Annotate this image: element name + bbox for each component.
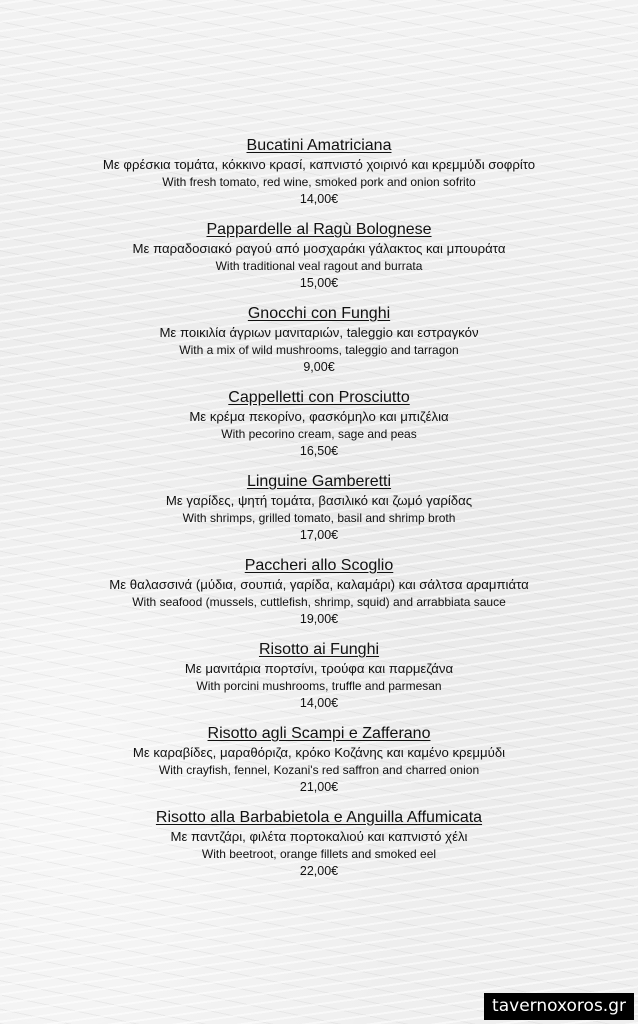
dish-description-english: With a mix of wild mushrooms, taleggio and tarragon [179,343,459,357]
menu-item [0,806,638,890]
menu-item [0,722,638,806]
dish-description-greek: Με καραβίδες, μαραθόριζα, κρόκο Κοζάνης και καμένο κρεμμύδι [132,745,506,760]
dish-description-english: With shrimps, grilled tomato, basil and shrimp broth [182,511,456,525]
dish-name: Risotto agli Scampi e Zafferano [207,725,431,742]
menu-item [0,218,638,302]
menu-item [0,470,638,554]
dish-price: 14,00€ [299,696,339,710]
dish-price: 16,50€ [299,444,339,458]
dish-name: Cappelletti con Prosciutto [228,389,410,406]
dish-name: Bucatini Amatriciana [246,137,392,154]
dish-description-english: With traditional veal ragout and burrata [215,259,423,273]
dish-price: 14,00€ [299,192,339,206]
dish-name: Pappardelle al Ragù Bolognese [206,221,432,238]
dish-description-greek: Με θαλασσινά (μύδια, σουπιά, γαρίδα, καλαμάρι) και σάλτσα αραμπιάτα [109,577,529,592]
dish-price: 22,00€ [299,864,339,878]
watermark-badge: tavernoxoros.gr [484,993,634,1020]
menu-item [0,134,638,218]
menu-item [0,302,638,386]
menu-item [0,554,638,638]
dish-name: Linguine Gamberetti [246,473,392,490]
dish-price: 15,00€ [299,276,339,290]
menu-list [0,134,638,890]
dish-description-english: With pecorino cream, sage and peas [221,427,417,441]
dish-description-english: With porcini mushrooms, truffle and parmesan [196,679,442,693]
dish-price: 9,00€ [303,360,335,374]
dish-description-english: With seafood (mussels, cuttlefish, shrimp, squid) and arrabbiata sauce [132,595,506,609]
dish-description-greek: Με γαρίδες, ψητή τομάτα, βασιλικό και ζωμό γαρίδας [165,493,473,508]
dish-description-english: With fresh tomato, red wine, smoked pork and onion sofrito [162,175,476,189]
menu-item [0,386,638,470]
menu-item [0,638,638,722]
dish-description-english: With crayfish, fennel, Kozani's red saffron and charred onion [158,763,480,777]
dish-name: Gnocchi con Funghi [247,305,391,322]
dish-description-greek: Με κρέμα πεκορίνο, φασκόμηλο και μπιζέλια [189,409,449,424]
dish-description-greek: Με παραδοσιακό ραγού από μοσχαράκι γάλακτος και μπουράτα [132,241,506,256]
dish-price: 17,00€ [299,528,339,542]
dish-description-greek: Με ποικιλία άγριων μανιταριών, taleggio και εστραγκόν [159,325,479,340]
dish-name: Paccheri allo Scoglio [244,557,394,574]
dish-name: Risotto ai Funghi [258,641,380,658]
dish-name: Risotto alla Barbabietola e Anguilla Affumicata [155,809,483,826]
dish-price: 21,00€ [299,780,339,794]
dish-description-greek: Με μανιτάρια πορτσίνι, τρούφα και παρμεζάνα [184,661,454,676]
dish-description-greek: Με παντζάρι, φιλέτα πορτοκαλιού και καπνιστό χέλι [170,829,468,844]
dish-description-greek: Με φρέσκια τομάτα, κόκκινο κρασί, καπνιστό χοιρινό και κρεμμύδι σοφρίτο [102,157,536,172]
dish-description-english: With beetroot, orange fillets and smoked eel [201,847,437,861]
dish-price: 19,00€ [299,612,339,626]
